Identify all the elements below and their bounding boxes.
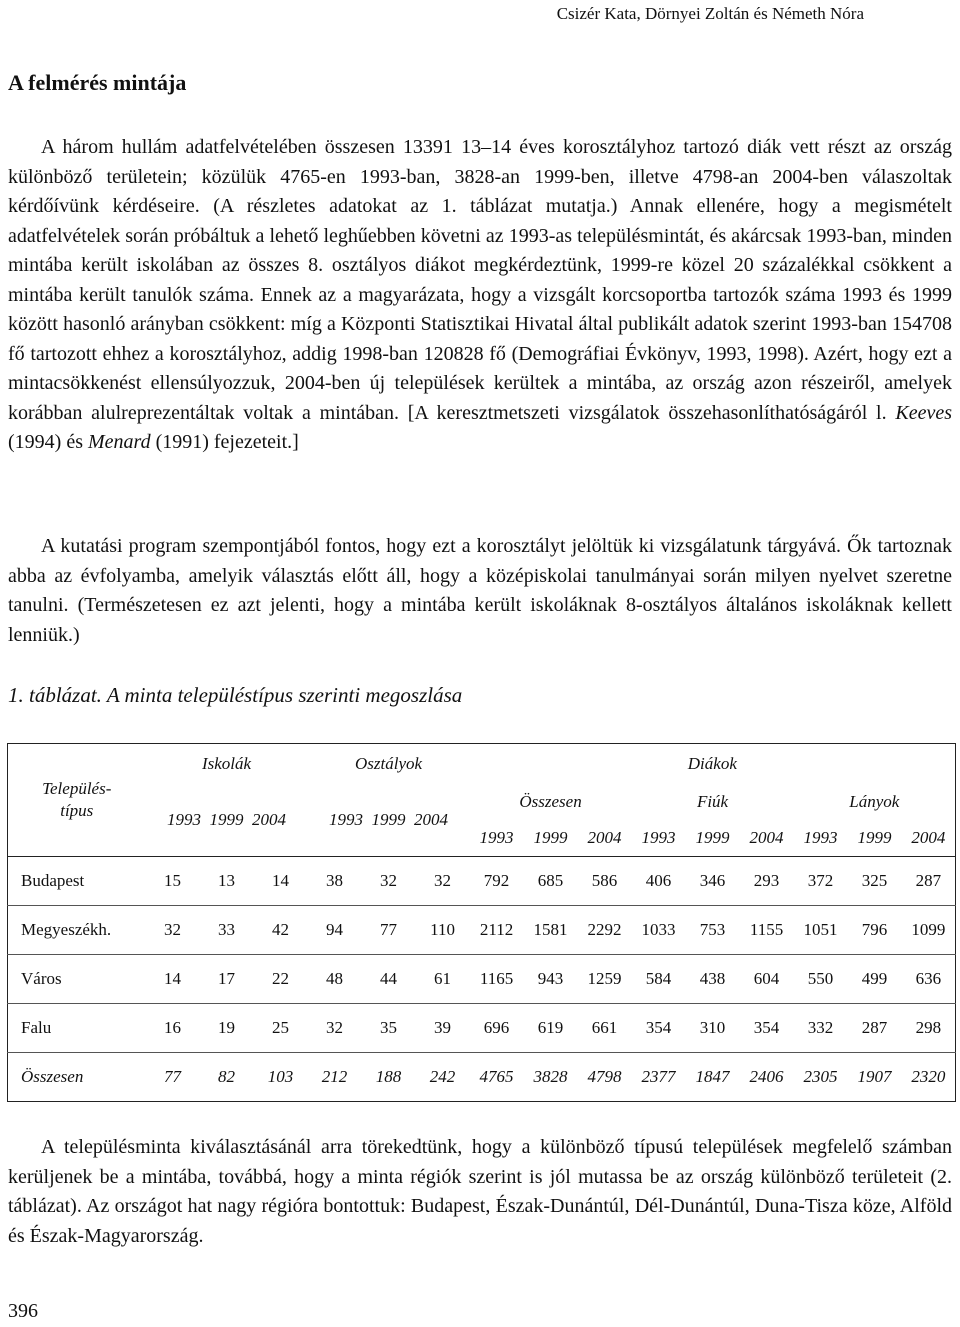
cell: 1259 [578, 955, 632, 1004]
year-1993: 1993 [167, 809, 201, 829]
header-students-boys: Fiúk [696, 792, 729, 811]
cell: 354 [632, 1004, 686, 1053]
cell: 499 [848, 955, 902, 1004]
header-students-girls: Lányok [849, 792, 900, 811]
year-cell: 2004 [911, 828, 946, 848]
cell: 685 [537, 871, 564, 890]
cell: 753 [686, 906, 740, 955]
cell: 14 [146, 955, 200, 1004]
year-2004: 2004 [252, 809, 286, 829]
cell: 32 [434, 871, 452, 890]
paragraph-settlement-sampling: A településminta kiválasztásánál arra törekedtünk, hogy a különböző típusú települések megfelelő számban kerüljenek be a mintába, továbbá, hogy a minta régiók szerint is jól mutassa be az ország különböző területeit (2. táblázat). Az országot hat nagy régióra bontottuk: Budapest, Észak-Dunántúl, Dél-Dunántúl, Duna-Tisza köze, Alföld és Észak-Magyarország. [8, 1136, 952, 1247]
cell: 584 [632, 955, 686, 1004]
cell: 33 [200, 906, 254, 955]
cell: 110 [416, 906, 470, 955]
cell: 636 [902, 955, 956, 1004]
table-caption-number: 1. táblázat. [8, 683, 102, 707]
year-cell: 1993 [803, 828, 838, 848]
cell: 25 [254, 1004, 308, 1053]
table-row [8, 857, 956, 906]
year-1993: 1993 [329, 809, 364, 829]
cell: 38 [326, 871, 344, 890]
section-title: A felmérés mintája [8, 70, 187, 95]
cell: 94 [308, 906, 362, 955]
cell: 604 [740, 955, 794, 1004]
cell: 32 [308, 1004, 362, 1053]
cell: 19 [200, 1004, 254, 1053]
cell: 586 [591, 871, 618, 890]
cell: 2406 [740, 1053, 794, 1102]
cell: 372 [807, 871, 834, 890]
cell: 16 [146, 1004, 200, 1053]
cell: 354 [740, 1004, 794, 1053]
row-label: Összesen [8, 1053, 146, 1102]
row-label: Budapest [21, 871, 85, 890]
cell: 2320 [902, 1053, 956, 1102]
cell: 298 [902, 1004, 956, 1053]
table-row [8, 955, 956, 1004]
cell: 1099 [902, 906, 956, 955]
cell: 346 [699, 871, 726, 890]
cell: 61 [416, 955, 470, 1004]
cell: 17 [200, 955, 254, 1004]
cell: 14 [272, 871, 289, 890]
table-caption-title: A minta településtípus szerinti megoszlása [106, 683, 463, 707]
table-row [8, 906, 956, 955]
table-row [8, 1004, 956, 1053]
paragraph-age-group: A kutatási program szempontjából fontos, hogy ezt a korosztályt jelöltük ki vizsgálatunk tárgyává. Ők tartoznak abba az évfolyamba, amelyik választás előtt áll, hogy a középiskolai tanulmányai során milyen nyelvet szeretne tanulni. (Természetesen ez azt jelenti, hogy a mintába került iskoláknak 8-osztályos általános iskoláknak kellett lenniük.) [8, 535, 952, 646]
cell: 696 [470, 1004, 524, 1053]
cell: 35 [362, 1004, 416, 1053]
cell: 4765 [470, 1053, 524, 1102]
header-schools: Iskolák [201, 753, 252, 773]
year-1999: 1999 [371, 809, 406, 829]
sample-table-container [7, 743, 953, 1101]
cell: 792 [483, 871, 510, 890]
cell: 22 [254, 955, 308, 1004]
header-classes: Osztályok [355, 753, 423, 773]
cell: 32 [380, 871, 398, 890]
year-cell: 1993 [641, 828, 676, 848]
cell: 1033 [632, 906, 686, 955]
reference-keeves: Keeves [895, 401, 952, 424]
cell: 550 [794, 955, 848, 1004]
paragraph1-text-a: A három hullám adatfelvételében összesen 13391 13–14 éves korosztályhoz tartozó diák vett részt az ország különböző területein; közülük 4765-en 1993-ban, 3828-an 1999-ben, illetve 4798-an 2004-ben válaszoltak kérdőívünk kérdéseire. (A részletes adatokat az 1. táblázat mutatja.) Annak ellenére, hogy a megismételt adatfelvételek során próbáltuk a lehető leghűebben követni az 1993-as településmintát, és akárcsak 1993-ban, minden mintába került iskolában az összes 8. osztályos diákot megkérdeztünk, 1999-re közel 20 százalékkal csökkent a mintába került tanulók száma. Ennek az a magyarázata, hogy a vizsgált korcsoportba tartozók száma 1993 és 1999 között hasonló arányban csökkent: míg a Központi Statisztikai Hivatal által publikált adatok szerint 1993-ban 154708 fő tartozott ehhez a korosztályhoz, addig 1998-ban 120828 fő (Demográfiai Évkönyv, 1993, 1998). Azért, hogy ezt a mintacsökkenést ellensúlyozzuk, 2004-ben új települések kerültek a mintába, az ország azon részeiről, amelyek korábban alulreprezentáltak voltak a mintában. [A keresztmetszeti vizsgálatok összehasonlíthatóságáról l. [8, 136, 952, 424]
page-number: 396 [8, 1300, 38, 1322]
cell: 15 [164, 871, 181, 890]
cell: 287 [848, 1004, 902, 1053]
cell: 103 [254, 1053, 308, 1102]
year-cell: 1999 [695, 828, 730, 848]
year-cell: 1999 [857, 828, 892, 848]
reference-menard: Menard [87, 431, 151, 453]
cell: 2377 [632, 1053, 686, 1102]
cell: 242 [416, 1053, 470, 1102]
cell: 2292 [578, 906, 632, 955]
header-students: Diákok [687, 753, 737, 773]
cell: 3828 [524, 1053, 578, 1102]
cell: 44 [362, 955, 416, 1004]
cell: 661 [578, 1004, 632, 1053]
header-students-total: Összesen [519, 792, 582, 811]
cell: 2112 [470, 906, 524, 955]
cell: 438 [686, 955, 740, 1004]
cell: 406 [645, 871, 672, 890]
cell: 188 [362, 1053, 416, 1102]
cell: 42 [254, 906, 308, 955]
cell: 619 [524, 1004, 578, 1053]
row-label: Város [8, 955, 146, 1004]
header-schools-years [146, 784, 308, 857]
cell: 1155 [740, 906, 794, 955]
cell: 310 [686, 1004, 740, 1053]
cell: 13 [218, 871, 235, 890]
cell: 77 [362, 906, 416, 955]
paragraph1-text-b: (1994) és [8, 431, 88, 453]
cell: 1581 [524, 906, 578, 955]
cell: 48 [308, 955, 362, 1004]
cell: 212 [308, 1053, 362, 1102]
table-row-total [8, 1053, 956, 1102]
corner-line-1: Település- [42, 779, 112, 798]
cell: 1165 [470, 955, 524, 1004]
row-label: Megyeszékh. [8, 906, 146, 955]
corner-line-2: típus [60, 801, 94, 820]
year-2004: 2004 [414, 809, 449, 829]
header-classes-years [308, 784, 470, 857]
cell: 943 [524, 955, 578, 1004]
cell: 4798 [578, 1053, 632, 1102]
cell: 1051 [794, 906, 848, 955]
year-1999: 1999 [209, 809, 244, 829]
cell: 332 [794, 1004, 848, 1053]
paragraph-sample-description [8, 133, 952, 458]
cell: 32 [146, 906, 200, 955]
cell: 39 [416, 1004, 470, 1053]
cell: 2305 [794, 1053, 848, 1102]
paragraph1-text-c: (1991) fejezeteit.] [150, 431, 299, 453]
sample-table [7, 743, 956, 1102]
cell: 287 [915, 871, 942, 890]
header-settlement-type [8, 744, 146, 857]
year-cell: 2004 [587, 828, 622, 848]
table-caption [8, 683, 462, 708]
running-header: Csizér Kata, Dörnyei Zoltán és Németh Nóra [556, 4, 864, 23]
cell: 1847 [686, 1053, 740, 1102]
cell: 293 [753, 871, 780, 890]
year-cell: 1993 [479, 828, 514, 848]
cell: 1907 [848, 1053, 902, 1102]
row-label: Falu [8, 1004, 146, 1053]
cell: 77 [146, 1053, 200, 1102]
year-cell: 2004 [749, 828, 784, 848]
cell: 796 [848, 906, 902, 955]
year-cell: 1999 [533, 828, 568, 848]
cell: 82 [200, 1053, 254, 1102]
cell: 325 [861, 871, 888, 890]
